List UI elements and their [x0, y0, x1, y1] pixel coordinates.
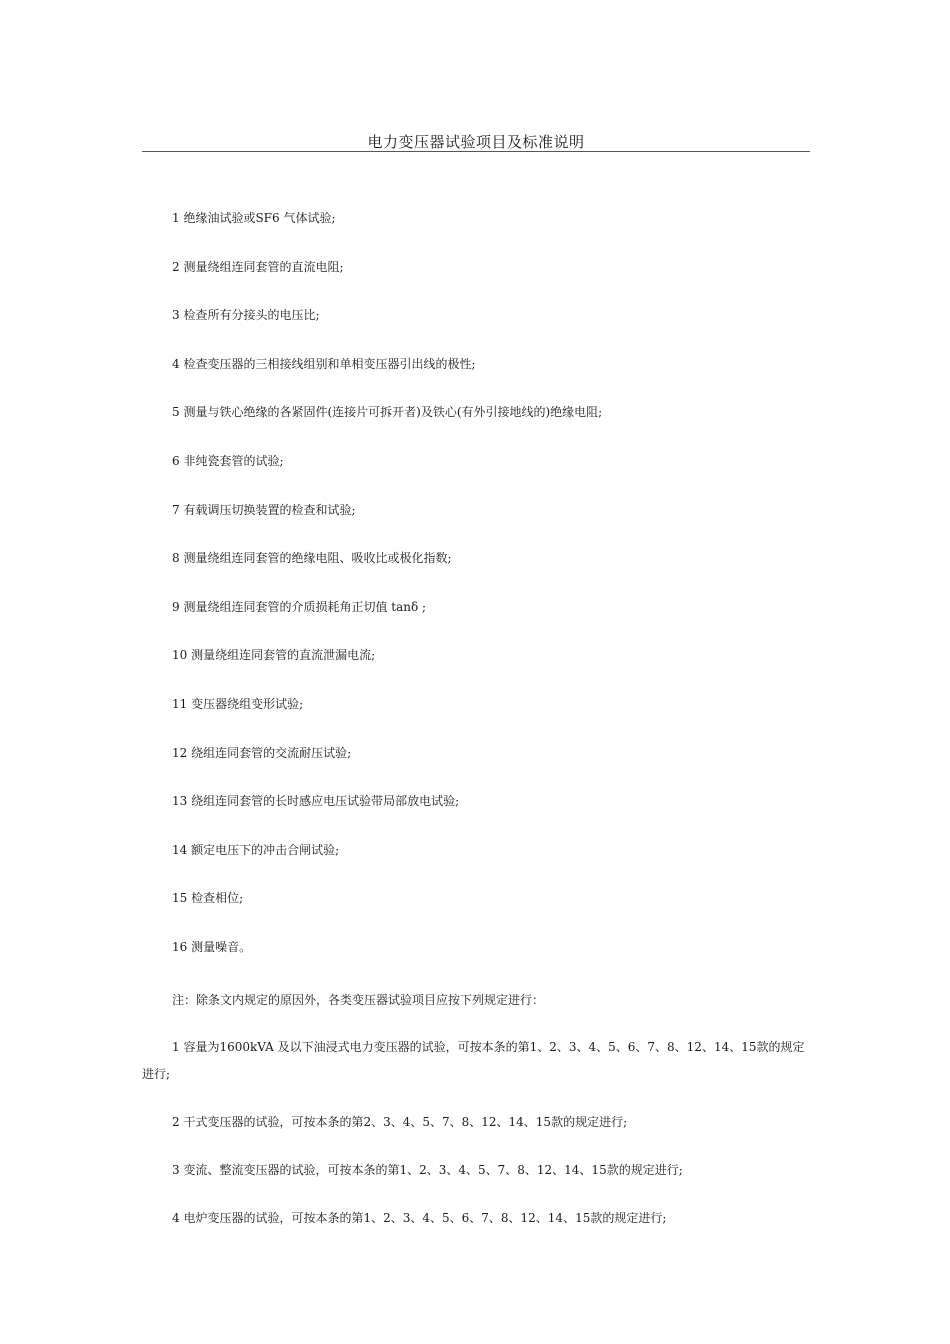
list-item: 12 绕组连同套管的交流耐压试验;: [172, 745, 352, 760]
document-title: 电力变压器试验项目及标准说明: [367, 133, 585, 151]
note-heading: 注：除条文内规定的原因外，各类变压器试验项目应按下列规定进行：: [172, 993, 545, 1007]
list-item: 7 有载调压切换装置的检查和试验;: [172, 502, 356, 517]
list-item: 8 测量绕组连同套管的绝缘电阻、吸收比或极化指数;: [172, 551, 452, 566]
list-item: 9 测量绕组连同套管的介质损耗角正切值 tanδ ;: [172, 599, 427, 614]
list-item: 2 测量绕组连同套管的直流电阻;: [172, 259, 344, 274]
list-item: 13 绕组连同套管的长时感应电压试验带局部放电试验;: [172, 794, 460, 809]
test-item-list: [172, 208, 812, 986]
list-item: 14 额定电压下的冲击合闸试验;: [172, 842, 340, 857]
note-item: 3 变流、整流变压器的试验，可按本条的第1、2、3、4、5、7、8、12、14、15款的规定进行;: [172, 1163, 683, 1177]
note-item: 4 电炉变压器的试验，可按本条的第1、2、3、4、5、6、7、8、12、14、15款的规定进行;: [172, 1211, 667, 1225]
list-item: 11 变压器绕组变形试验;: [172, 696, 304, 711]
list-item: 1 绝缘油试验或SF6 气体试验;: [172, 211, 336, 225]
list-item: 3 检查所有分接头的电压比;: [172, 308, 320, 323]
list-item: 16 测量噪音。: [172, 939, 252, 954]
list-item: 5 测量与铁心绝缘的各紧固件(连接片可拆开者)及铁心(有外引接地线的)绝缘电阻;: [172, 405, 603, 420]
list-item: 15 检查相位;: [172, 891, 244, 906]
title-underline: [142, 151, 810, 152]
list-item: 4 检查变压器的三相接线组别和单相变压器引出线的极性;: [172, 356, 476, 371]
list-item: 6 非纯瓷套管的试验;: [172, 453, 284, 468]
note-item: 1 容量为1600kVA 及以下油浸式电力变压器的试验，可按本条的第1、2、3、4、5、6、7、8、12、14、15款的规定进行;: [142, 1040, 805, 1081]
notes-section: [142, 990, 812, 1256]
note-item: 2 干式变压器的试验，可按本条的第2、3、4、5、7、8、12、14、15款的规定进行;: [172, 1115, 628, 1129]
list-item: 10 测量绕组连同套管的直流泄漏电流;: [172, 648, 376, 663]
